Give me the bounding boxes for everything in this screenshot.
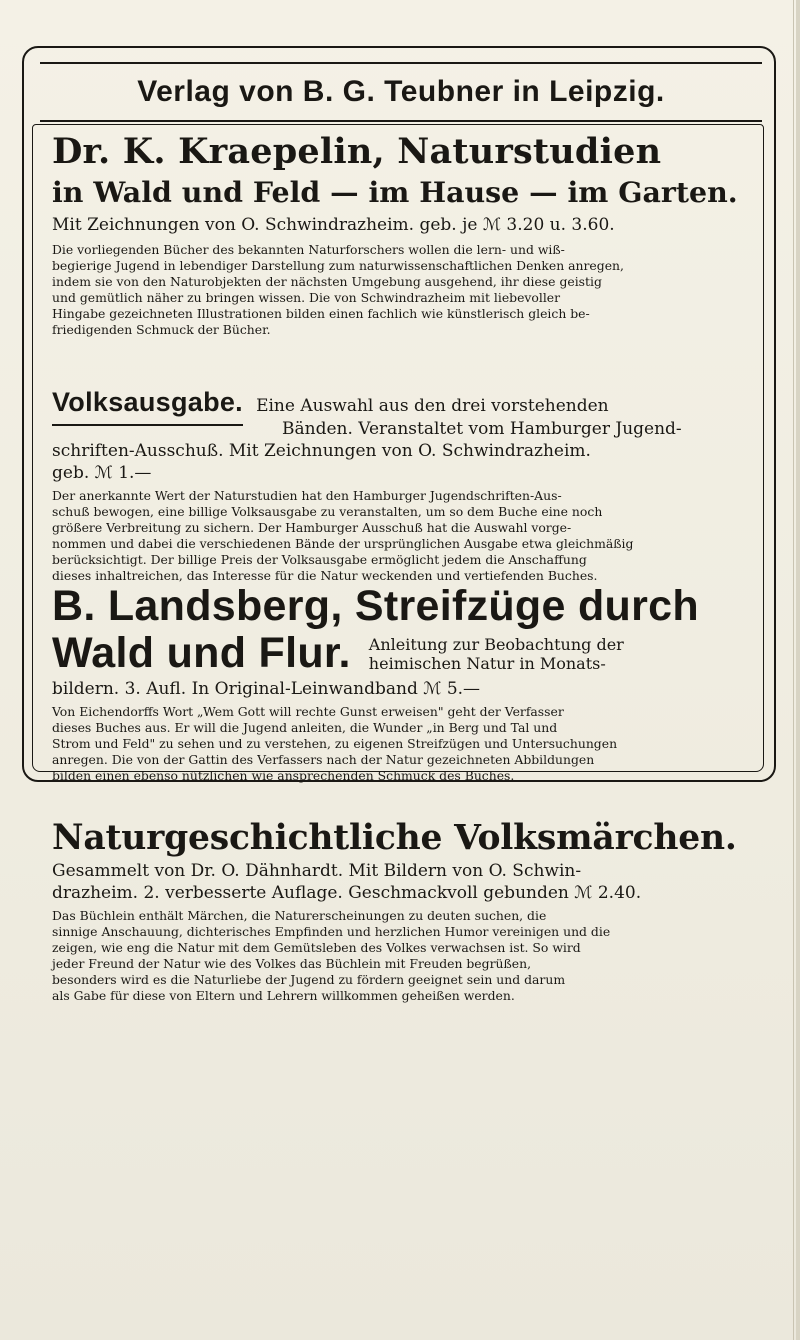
book-byline: Gesammelt von Dr. O. Dähnhardt. Mit Bildern von O. Schwin-: [52, 861, 582, 881]
volksausgabe-price: geb. ℳ 1.—: [52, 463, 152, 483]
note-line: Der anerkannte Wert der Naturstudien hat den Hamburger Jugendschriften-Aus-: [52, 488, 562, 503]
publisher-header: [40, 62, 762, 122]
description-line: Strom und Feld" zu sehen und zu verstehen, zu eigenen Streifzügen und Untersuchungen: [52, 736, 618, 751]
description-line: Von Eichendorffs Wort „Wem Gott will rechte Gunst erweisen" geht der Verfasser: [52, 704, 564, 719]
book-title: Naturgeschichtliche Volksmärchen.: [52, 818, 737, 858]
book-title-line2: Wald und Flur.: [52, 629, 351, 677]
description-line: besonders wird es die Naturliebe der Jugend zu fördern geeignet sein und darum: [52, 972, 566, 987]
description-line: als Gabe für diese von Eltern und Lehrern willkommen geheißen werden.: [52, 988, 515, 1003]
volksausgabe-label: [52, 387, 243, 418]
volksausgabe-label-text: Volksausgabe.: [52, 387, 243, 417]
description-line: indem sie von den Naturobjekten der nächsten Umgebung ausgehend, ihr diese geistig: [52, 274, 602, 289]
description-line: anregen. Die von der Gattin des Verfassers nach der Natur gezeichneten Abbildungen: [52, 752, 595, 767]
book-side-note: [369, 635, 624, 673]
book-byline: bildern. 3. Aufl. In Original-Leinwandband ℳ 5.—: [52, 679, 481, 699]
description-line: Das Büchlein enthält Märchen, die Naturerscheinungen zu deuten suchen, die: [52, 908, 547, 923]
volksausgabe-section: [52, 387, 752, 584]
note-line: berücksichtigt. Der billige Preis der Volksausgabe ermöglicht jedem die Anschaffung: [52, 552, 587, 567]
book-description: [52, 908, 752, 1004]
side-note-line: heimischen Natur in Monats-: [368, 653, 606, 673]
description-line: jeder Freund der Natur wie des Volkes das Büchlein mit Freuden begrüßen,: [52, 956, 532, 971]
description-line: begierige Jugend in lebendiger Darstellung zum naturwissenschaftlichen Denken anregen,: [52, 258, 624, 273]
book-description: [52, 704, 752, 784]
book-kraepelin: [52, 132, 752, 338]
note-line: dieses inhaltreichen, das Interesse für die Natur weckenden und vertiefenden Buches.: [52, 568, 598, 583]
note-line: schuß bewogen, eine billige Volksausgabe zu veranstalten, um so dem Buche eine noch: [52, 504, 603, 519]
description-line: Hingabe gezeichneten Illustrationen bilden einen fachlich wie künstlerisch gleich be-: [52, 306, 590, 321]
description-line: friedigenden Schmuck der Bücher.: [52, 322, 271, 337]
book-title: Dr. K. Kraepelin, Naturstudien: [52, 131, 662, 172]
book-title: B. Landsberg, Streifzüge durch: [52, 582, 699, 630]
page-edge-line: [793, 0, 794, 1340]
book-description: [52, 242, 752, 338]
volksausgabe-desc-line: schriften-Ausschuß. Mit Zeichnungen von O. Schwindrazheim.: [52, 441, 591, 461]
volksausgabe-desc-first: Eine Auswahl aus den drei vorstehenden: [256, 396, 609, 416]
book-landsberg: [52, 582, 752, 784]
note-line: größere Verbreitung zu sichern. Der Hamburger Ausschuß hat die Auswahl vorge-: [52, 520, 572, 535]
description-line: und gemütlich näher zu bringen wissen. Die von Schwindrazheim mit liebevoller: [52, 290, 561, 305]
book-daehnhardt: [52, 818, 752, 1004]
description-line: dieses Buches aus. Er will die Jugend anleiten, die Wunder „in Berg und Tal und: [52, 720, 558, 735]
description-line: Die vorliegenden Bücher des bekannten Naturforschers wollen die lern- und wiß-: [52, 242, 565, 257]
volksausgabe-underline: [52, 424, 243, 426]
description-line: bilden einen ebenso nützlichen wie ansprechenden Schmuck des Buches.: [52, 768, 515, 783]
book-byline: drazheim. 2. verbesserte Auflage. Geschmackvoll gebunden ℳ 2.40.: [52, 883, 642, 903]
description-line: zeigen, wie eng die Natur mit dem Gemütsleben des Volkes verwachsen ist. So wird: [52, 940, 581, 955]
page-edge: [796, 0, 800, 1340]
publisher-name: Verlag von B. G. Teubner in Leipzig.: [137, 75, 665, 108]
side-note-line: Anleitung zur Beobachtung der: [368, 634, 624, 654]
book-subtitle: in Wald und Feld — im Hause — im Garten.: [52, 175, 738, 209]
note-line: nommen und dabei die verschiedenen Bände der ursprünglichen Ausgabe etwa gleichmäßig: [52, 536, 634, 551]
volksausgabe-note: [52, 488, 752, 584]
volksausgabe-desc-line: Bänden. Veranstaltet vom Hamburger Jugend-: [282, 419, 682, 439]
book-byline: Mit Zeichnungen von O. Schwindrazheim. geb. je ℳ 3.20 u. 3.60.: [52, 215, 615, 235]
description-line: sinnige Anschauung, dichterisches Empfinden und herzlichen Humor vereinigen und die: [52, 924, 611, 939]
